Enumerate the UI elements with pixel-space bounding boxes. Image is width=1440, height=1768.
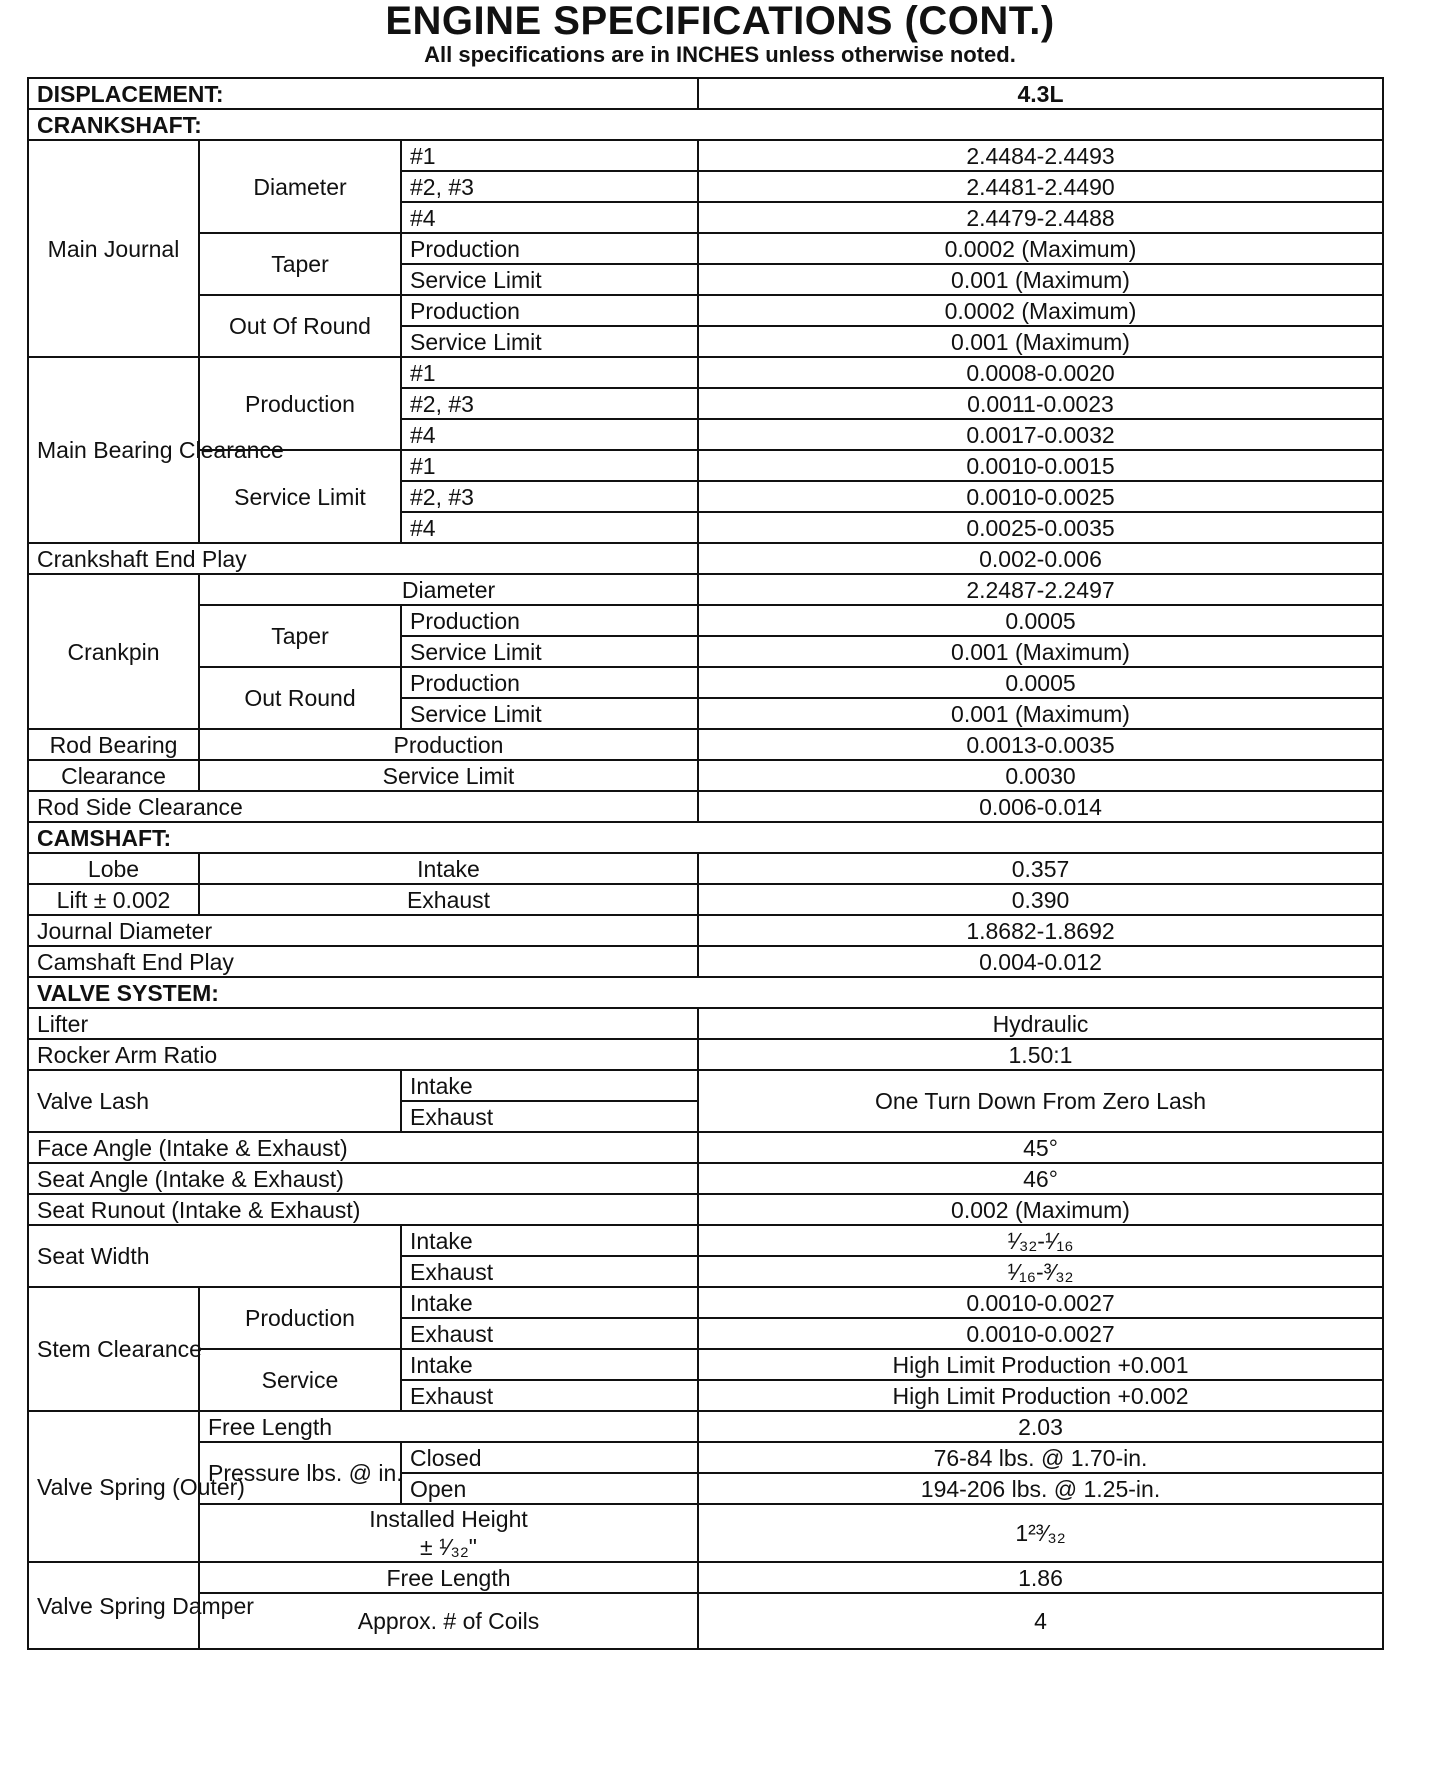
crankpin-diameter-label: Diameter: [199, 574, 698, 605]
vs-installed-height-value: 1²³⁄₃₂: [698, 1504, 1383, 1562]
page-subtitle: All specifications are in INCHES unless otherwise noted.: [424, 42, 1016, 67]
table-row: [28, 1163, 1383, 1194]
table-row: [28, 1287, 1383, 1318]
mb-production-label: Production: [199, 357, 401, 450]
rod-bearing-production-value: 0.0013-0.0035: [698, 729, 1383, 760]
table-row: [28, 1225, 1383, 1256]
displacement-value: 4.3L: [698, 78, 1383, 109]
rod-bearing-label-2: Clearance: [28, 760, 199, 791]
spec-value: 0.0005: [698, 667, 1383, 698]
journal-diameter-value: 1.8682-1.8692: [698, 915, 1383, 946]
rod-bearing-service-limit-label: Service Limit: [199, 760, 698, 791]
valve-lash-value: One Turn Down From Zero Lash: [698, 1070, 1383, 1132]
camshaft-end-play-label: Camshaft End Play: [28, 946, 698, 977]
spec-value: 0.0002 (Maximum): [698, 295, 1383, 326]
vsd-free-length-label: Free Length: [199, 1562, 698, 1593]
spec-value: 0.0010-0.0025: [698, 481, 1383, 512]
crankpin-diameter-value: 2.2487-2.2497: [698, 574, 1383, 605]
spec-sub-label: #2, #3: [401, 388, 698, 419]
table-row: [28, 946, 1383, 977]
vs-installed-height-label: [199, 1504, 698, 1562]
rod-side-clearance-label: Rod Side Clearance: [28, 791, 698, 822]
lobe-intake-value: 0.357: [698, 853, 1383, 884]
valve-lash-label: Valve Lash: [28, 1070, 401, 1132]
table-row: [28, 357, 1383, 388]
spec-value: 0.0017-0.0032: [698, 419, 1383, 450]
mj-out-of-round-label: Out Of Round: [199, 295, 401, 357]
spec-value: 0.001 (Maximum): [698, 264, 1383, 295]
valve-spring-outer-label: Valve Spring (Outer): [28, 1411, 199, 1562]
lobe-lift-label-2: Lift ± 0.002: [28, 884, 199, 915]
table-row: [28, 1349, 1383, 1380]
seat-angle-value: 46°: [698, 1163, 1383, 1194]
spec-value: 2.4484-2.4493: [698, 140, 1383, 171]
table-row: [28, 605, 1383, 636]
page-title: ENGINE SPECIFICATIONS (CONT.): [385, 0, 1055, 43]
seat-width-exhaust-label: Exhaust: [401, 1256, 698, 1287]
spec-value: 0.0010-0.0027: [698, 1318, 1383, 1349]
spec-value: 194-206 lbs. @ 1.25-in.: [698, 1473, 1383, 1504]
spec-value: 2.4481-2.4490: [698, 171, 1383, 202]
stem-service-label: Service: [199, 1349, 401, 1411]
table-row: [28, 1504, 1383, 1562]
spec-sub-label: Exhaust: [401, 1380, 698, 1411]
crankpin-label: Crankpin: [28, 574, 199, 729]
seat-runout-label: Seat Runout (Intake & Exhaust): [28, 1194, 698, 1225]
seat-runout-value: 0.002 (Maximum): [698, 1194, 1383, 1225]
spec-sub-label: #2, #3: [401, 481, 698, 512]
spec-sub-label: #1: [401, 450, 698, 481]
face-angle-value: 45°: [698, 1132, 1383, 1163]
table-row: [28, 109, 1383, 140]
spec-value: 0.0005: [698, 605, 1383, 636]
section-header-valve-system: VALVE SYSTEM:: [28, 977, 1383, 1008]
spec-sub-label: Service Limit: [401, 698, 698, 729]
table-row: [28, 1562, 1383, 1593]
spec-sub-label: Production: [401, 605, 698, 636]
lobe-lift-label-1: Lobe: [28, 853, 199, 884]
vsd-coils-label: Approx. # of Coils: [199, 1593, 698, 1649]
spec-sub-label: #2, #3: [401, 171, 698, 202]
spec-value: 0.0025-0.0035: [698, 512, 1383, 543]
rod-bearing-label-1: Rod Bearing: [28, 729, 199, 760]
table-row: [28, 1194, 1383, 1225]
spec-sub-label: Exhaust: [401, 1318, 698, 1349]
spec-value: 0.0010-0.0015: [698, 450, 1383, 481]
vsd-coils-value: 4: [698, 1593, 1383, 1649]
table-row: [28, 884, 1383, 915]
table-row: [28, 977, 1383, 1008]
seat-width-exhaust-value: ¹⁄₁₆-³⁄₃₂: [698, 1256, 1383, 1287]
seat-width-intake-value: ¹⁄₃₂-¹⁄₁₆: [698, 1225, 1383, 1256]
spec-value: 0.001 (Maximum): [698, 326, 1383, 357]
valve-lash-intake-label: Intake: [401, 1070, 698, 1101]
table-row: [28, 295, 1383, 326]
table-row: [28, 853, 1383, 884]
table-row: [28, 791, 1383, 822]
lifter-label: Lifter: [28, 1008, 698, 1039]
spec-value: 2.4479-2.4488: [698, 202, 1383, 233]
main-bearing-label: Main Bearing Clearance: [28, 357, 199, 543]
valve-spring-damper-label: Valve Spring Damper: [28, 1562, 199, 1649]
rod-bearing-production-label: Production: [199, 729, 698, 760]
displacement-label: DISPLACEMENT:: [28, 78, 698, 109]
spec-value: High Limit Production +0.001: [698, 1349, 1383, 1380]
table-row: [28, 760, 1383, 791]
spec-sub-label: #4: [401, 419, 698, 450]
table-row: [28, 915, 1383, 946]
spec-sub-label: #4: [401, 512, 698, 543]
spec-value: 0.0008-0.0020: [698, 357, 1383, 388]
table-row: [28, 1008, 1383, 1039]
seat-width-intake-label: Intake: [401, 1225, 698, 1256]
stem-clearance-label: Stem Clearance: [28, 1287, 199, 1411]
camshaft-end-play-value: 0.004-0.012: [698, 946, 1383, 977]
spec-value: 0.0002 (Maximum): [698, 233, 1383, 264]
engine-spec-table: [27, 77, 1384, 1650]
mj-diameter-label: Diameter: [199, 140, 401, 233]
spec-sub-label: #1: [401, 357, 698, 388]
spec-sub-label: Service Limit: [401, 326, 698, 357]
table-row: [28, 667, 1383, 698]
seat-angle-label: Seat Angle (Intake & Exhaust): [28, 1163, 698, 1194]
table-row: [28, 140, 1383, 171]
main-journal-label: Main Journal: [28, 140, 199, 357]
vs-installed-height-label-1: Installed Height: [369, 1506, 528, 1532]
crankpin-out-round-label: Out Round: [199, 667, 401, 729]
lobe-exhaust-label: Exhaust: [199, 884, 698, 915]
spec-sub-label: Intake: [401, 1287, 698, 1318]
crankpin-taper-label: Taper: [199, 605, 401, 667]
table-row: [28, 1039, 1383, 1070]
section-header-crankshaft: CRANKSHAFT:: [28, 109, 1383, 140]
rocker-arm-ratio-label: Rocker Arm Ratio: [28, 1039, 698, 1070]
mj-taper-label: Taper: [199, 233, 401, 295]
table-row: [28, 1070, 1383, 1101]
crankshaft-end-play-value: 0.002-0.006: [698, 543, 1383, 574]
vs-free-length-label: Free Length: [199, 1411, 698, 1442]
table-row: [28, 1132, 1383, 1163]
table-row: [28, 1411, 1383, 1442]
table-row: [28, 822, 1383, 853]
spec-value: 0.0010-0.0027: [698, 1287, 1383, 1318]
spec-sub-label: Production: [401, 295, 698, 326]
spec-sub-label: Service Limit: [401, 264, 698, 295]
rod-bearing-service-limit-value: 0.0030: [698, 760, 1383, 791]
stem-production-label: Production: [199, 1287, 401, 1349]
spec-value: 0.0011-0.0023: [698, 388, 1383, 419]
spec-sub-label: Open: [401, 1473, 698, 1504]
valve-lash-exhaust-label: Exhaust: [401, 1101, 698, 1132]
spec-value: 0.001 (Maximum): [698, 698, 1383, 729]
spec-sub-label: Intake: [401, 1349, 698, 1380]
vsd-free-length-value: 1.86: [698, 1562, 1383, 1593]
lifter-value: Hydraulic: [698, 1008, 1383, 1039]
lobe-intake-label: Intake: [199, 853, 698, 884]
table-row: [28, 233, 1383, 264]
seat-width-label: Seat Width: [28, 1225, 401, 1287]
rod-side-clearance-value: 0.006-0.014: [698, 791, 1383, 822]
spec-value: 0.001 (Maximum): [698, 636, 1383, 667]
crankshaft-end-play-label: Crankshaft End Play: [28, 543, 698, 574]
table-row: [28, 78, 1383, 109]
vs-pressure-label: Pressure lbs. @ in.: [199, 1442, 401, 1504]
spec-value: High Limit Production +0.002: [698, 1380, 1383, 1411]
table-row: [28, 574, 1383, 605]
spec-sub-label: Closed: [401, 1442, 698, 1473]
spec-sub-label: Service Limit: [401, 636, 698, 667]
spec-sub-label: Production: [401, 233, 698, 264]
lobe-exhaust-value: 0.390: [698, 884, 1383, 915]
section-header-camshaft: CAMSHAFT:: [28, 822, 1383, 853]
spec-value: 76-84 lbs. @ 1.70-in.: [698, 1442, 1383, 1473]
spec-sub-label: #1: [401, 140, 698, 171]
spec-sub-label: #4: [401, 202, 698, 233]
table-row: [28, 729, 1383, 760]
vs-installed-height-label-2: ± ¹⁄₃₂": [420, 1534, 477, 1560]
vs-free-length-value: 2.03: [698, 1411, 1383, 1442]
rocker-arm-ratio-value: 1.50:1: [698, 1039, 1383, 1070]
table-row: [28, 543, 1383, 574]
mb-service-limit-label: Service Limit: [199, 450, 401, 543]
journal-diameter-label: Journal Diameter: [28, 915, 698, 946]
table-row: [28, 1442, 1383, 1473]
face-angle-label: Face Angle (Intake & Exhaust): [28, 1132, 698, 1163]
spec-sub-label: Production: [401, 667, 698, 698]
